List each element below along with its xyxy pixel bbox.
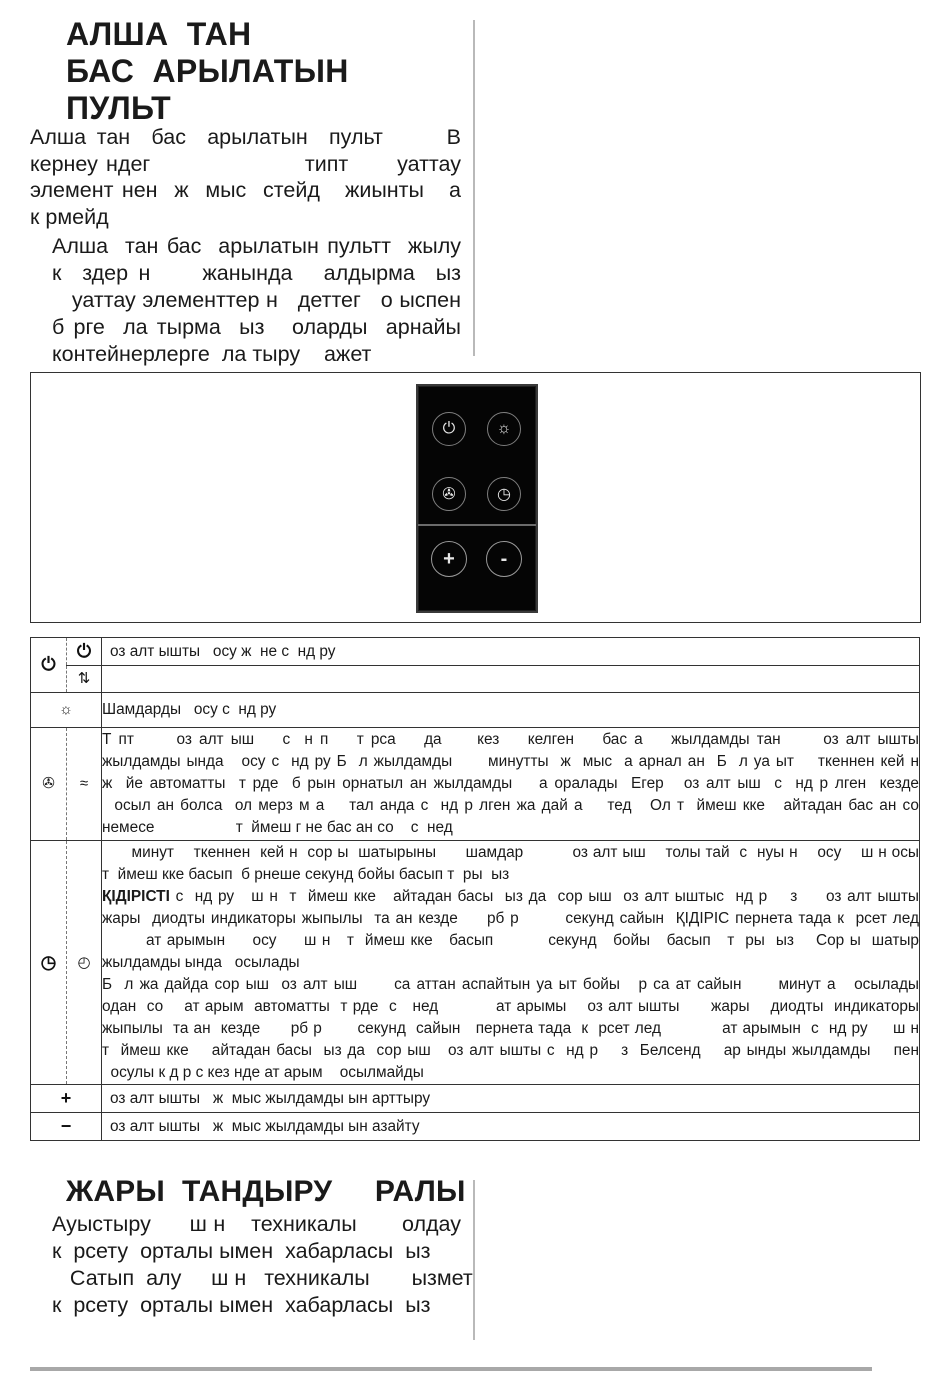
remote-control-panel <box>416 384 538 613</box>
power-icon: ⏻ <box>442 420 456 437</box>
fan-icon: ✇ <box>442 486 456 503</box>
pause-keyword: ҚІДІРІСТІ <box>102 887 170 905</box>
boost-cell <box>67 728 102 841</box>
note-line: Алша тан бас арылатын пультт жылу <box>52 234 461 258</box>
panel-minus-button[interactable] <box>486 541 522 577</box>
plus-cell <box>31 1085 102 1113</box>
power-cell <box>31 638 67 693</box>
warning-paragraph <box>52 233 461 368</box>
light-icon: ☼ <box>496 420 512 437</box>
title-line-3: ПУЛЬТ <box>66 90 171 126</box>
controls-table <box>30 637 920 1141</box>
timer-icon: ◷ <box>40 951 57 972</box>
swap-description <box>102 666 920 693</box>
intro-paragraph <box>30 124 461 230</box>
note-line: б рге ла тырма ыз оларды арнайы <box>52 315 461 339</box>
minus-icon: - <box>500 547 508 570</box>
intro-line: Алша тан бас арылатын пульт В <box>30 125 461 149</box>
fan-description: Т пт оз алт ыш с н п т рса да кез келген бас а жылдамды тан оз алт ышты жылдамды ында осу с нд ру Б л жылдамды минутты ж мыс а арнал ан Б л уа ыт ткеннен кей н ж йе автоматты т рде б рын орнатыл ан жылдамды а оралады Егер оз алт ыш с нд р лген кезде осыл ан болса ол мерз м а тал анда с нд р лген жа дай а тед Ол т ймеш кке айтадан бас ан со немесе т ймеш г не бас ан со с нед <box>102 728 920 841</box>
timer-icon: ◷ <box>497 486 511 503</box>
intro-line: элемент нен ж мыс стейд жиынты а <box>30 178 461 202</box>
fan-cell <box>31 728 67 841</box>
minus-icon: − <box>60 1115 72 1136</box>
light-description: Шамдарды осу с нд ру <box>102 693 920 728</box>
footer-rule <box>30 1367 872 1371</box>
tech-line: к рсету орталы ымен хабарласы ыз <box>52 1239 431 1263</box>
panel-power-button[interactable] <box>432 412 466 446</box>
panel-separator <box>418 524 536 526</box>
light-cell <box>31 693 102 728</box>
lamp-replacement-paragraph <box>52 1211 473 1319</box>
fan-icon: ✇ <box>42 775 55 792</box>
section-title <box>66 16 349 127</box>
column-divider-bottom <box>473 1180 475 1340</box>
tech-line: Сатып алу ш н техникалы ызмет <box>52 1266 473 1290</box>
title-line-1: АЛША ТАН <box>66 16 252 52</box>
power-icon: ⏻ <box>76 640 92 661</box>
note-line: к здер н жанында алдырма ыз <box>52 261 461 285</box>
panel-fan-button[interactable] <box>432 477 466 511</box>
boost-icon: ≈ <box>79 775 89 792</box>
minus-description: оз алт ышты ж мыс жылдамды ын азайту <box>102 1113 920 1141</box>
intro-line: к рмейд <box>30 204 109 229</box>
minus-cell <box>31 1113 102 1141</box>
title-line-2: БАС АРЫЛАТЫН <box>66 53 349 89</box>
column-divider <box>473 20 475 356</box>
lamp-replacement-title: ЖАРЫ ТАНДЫРУ РАЛЫ <box>66 1175 466 1208</box>
timer-description: минут ткеннен кей н сор ы шатырыны шамдар оз алт ыш толы тай с нуы н осу ш н осы т ймеш кке басып б рнеше секунд бойы басып т ры ыз ҚІДІРІСТІ с нд ру ш н т ймеш кке айтадан басы ыз да сор ыш оз алт ыштыс нд р з оз алт ышты жары диодты индикаторы жыпылы та ан кезде рб р секунд сайын ҚІДІРІС пернета тада к рсет лед ат арымын осу ш н т ймеш кке басып секунд бойы басып т ры ыз Сор ы шатыр жылдамды ында осылады Б л жа дайда сор ыш оз алт ыш са аттан аспайтын уа ыт бойы р са ат сайын минут а осылады одан со ат арым автоматты т рде с нед ат арымы оз алт ышты жары диодты индикаторы жыпылы та ан кезде рб р секунд сайын пернета тада к рсет лед ат арымын с нд ру ш н т ймеш кке айтадан басы ыз да сор ыш оз алт ышты с нд р з Белсенд ар ынды жылдамды пен осулы к д р с кез нде ат арым осылмайды <box>102 841 920 1085</box>
panel-light-button[interactable] <box>487 412 521 446</box>
power-icon: ⏻ <box>41 654 56 674</box>
timer-cell <box>31 841 67 1085</box>
delay-timer-cell <box>67 841 102 1085</box>
intro-line: кернеу ндег типт уаттау <box>30 151 461 176</box>
note-line: уаттау элементтер н деттег о ыспен <box>52 288 461 312</box>
panel-plus-button[interactable] <box>431 541 467 577</box>
light-icon: ☼ <box>59 701 73 718</box>
power-description: оз алт ышты осу ж не с нд ру <box>102 638 920 666</box>
panel-timer-button[interactable] <box>487 477 521 511</box>
tech-line: к рсету орталы ымен хабарласы ыз <box>52 1293 431 1317</box>
swap-sub-cell <box>67 666 102 693</box>
tech-line: Ауыстыру ш н техникалы олдау <box>52 1212 461 1236</box>
plus-icon: + <box>443 547 455 570</box>
power-sub-cell <box>67 638 102 666</box>
plus-description: оз алт ышты ж мыс жылдамды ын арттыру <box>102 1085 920 1113</box>
delay-timer-icon: ◴ <box>77 953 91 971</box>
note-line: контейнерлерге ла тыру ажет <box>52 342 372 366</box>
plus-icon: + <box>60 1087 72 1108</box>
swap-arrows-icon: ⇅ <box>77 670 91 687</box>
